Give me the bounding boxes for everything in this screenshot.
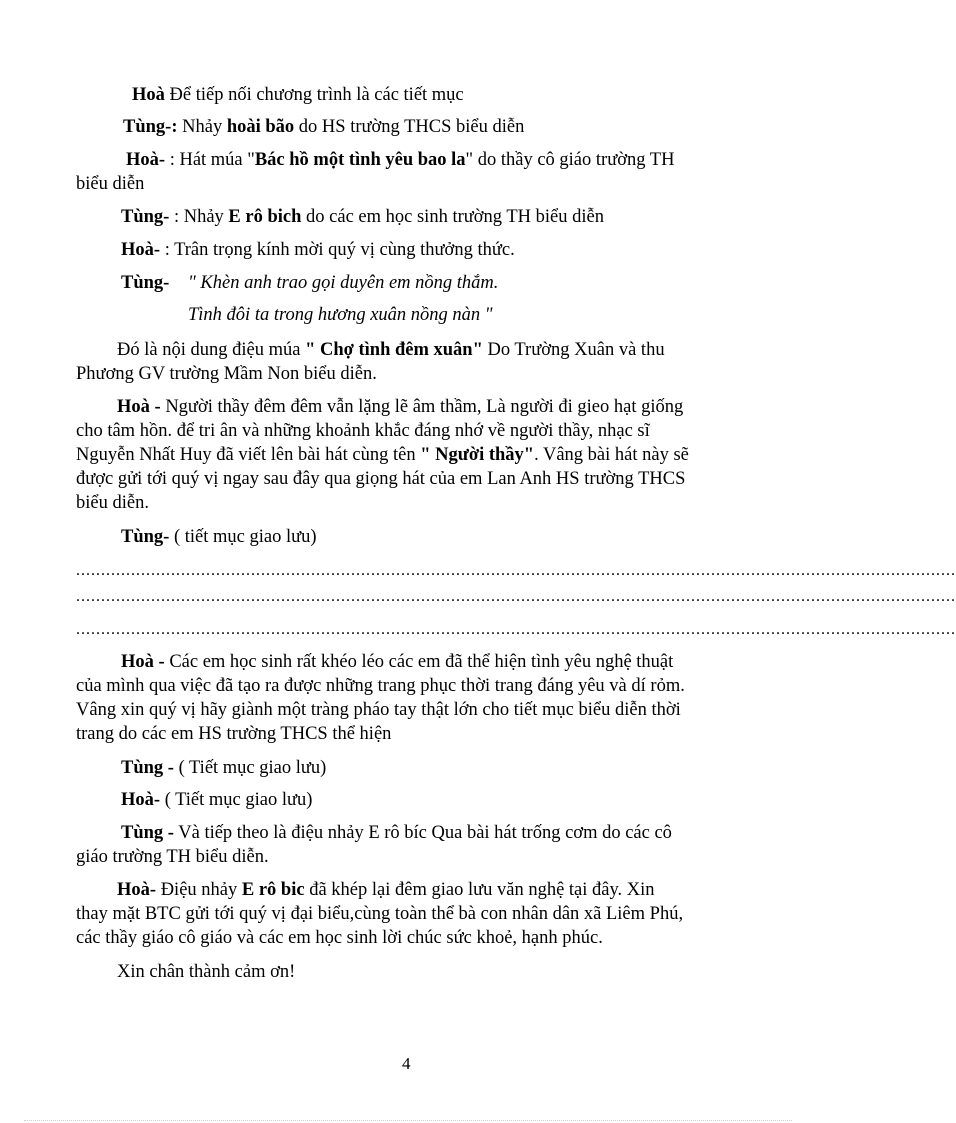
paragraph-line: biểu diễn (76, 174, 145, 194)
paragraph-line: biểu diễn. (76, 493, 149, 513)
paragraph-line: Tùng - Và tiếp theo là điệu nhảy E rô bíc Qua bài hát trống cơm do các cô (121, 823, 672, 843)
paragraph-line: Tùng-: Nhảy hoài bão do HS trường THCS biểu diễn (123, 117, 525, 137)
paragraph-line: giáo trường TH biểu diễn. (76, 847, 269, 867)
paragraph-line: Hoà - Các em học sinh rất khéo léo các em đã thể hiện tình yêu nghệ thuật (121, 652, 674, 672)
paragraph-line: được gửi tới quý vị ngay sau đây qua giọng hát của em Lan Anh HS trường THCS (76, 469, 686, 489)
verse-line: " Khèn anh trao gọi duyên em nồng thắm. (188, 273, 499, 293)
dotted-fill-line: ................................................................................................................................................................................ (76, 588, 956, 605)
page-number: 4 (402, 1054, 411, 1073)
paragraph-line: Phương GV trường Mầm Non biểu diễn. (76, 364, 377, 384)
speaker-name: Hoà- (121, 790, 161, 810)
paragraph-line: Tùng - ( Tiết mục giao lưu) (121, 758, 327, 778)
paragraph-line: Hoà- : Trân trọng kính mời quý vị cùng thưởng thức. (121, 240, 515, 260)
paragraph-line: Hoà Để tiếp nối chương trình là các tiết mục (132, 85, 464, 105)
paragraph-line: Hoà - Người thầy đêm đêm vẫn lặng lẽ âm thầm, Là người đi gieo hạt giống (117, 397, 684, 417)
paragraph-line: Hoà- ( Tiết mục giao lưu) (121, 790, 313, 810)
paragraph-line: Đó là nội dung điệu múa " Chợ tình đêm xuân" Do Trường Xuân và thu (117, 340, 665, 360)
paragraph-line: của mình qua việc đã tạo ra được những trang phục thời trang đáng yêu và dí rỏm. (76, 676, 685, 696)
dotted-fill-line: ................................................................................................................................................................................ (76, 562, 956, 579)
paragraph-line (121, 272, 169, 294)
paragraph-line: Tùng- : Nhảy E rô bich do các em học sinh trường TH biểu diễn (121, 207, 604, 227)
page-bottom-rule (24, 1120, 792, 1121)
closing-line: Xin chân thành cảm ơn! (117, 962, 296, 982)
speaker-name: Tùng - (121, 823, 174, 843)
speaker-name: Hoà- (117, 880, 157, 900)
paragraph-line: Vâng xin quý vị hãy giành một tràng pháo tay thật lớn cho tiết mục biểu diễn thời (76, 700, 681, 720)
verse-line: Tình đôi ta trong hương xuân nồng nàn " (188, 305, 493, 325)
paragraph-line: cho tâm hồn. để tri ân và những khoảnh khắc đáng nhớ về người thầy, nhạc sĩ (76, 421, 650, 441)
paragraph-line: Tùng- ( tiết mục giao lưu) (121, 527, 317, 547)
speaker-name: Tùng - (121, 758, 174, 778)
dotted-fill-line: ................................................................................................................................................................................ (76, 621, 956, 638)
speaker-name: Hoà- (126, 150, 166, 170)
speaker-name: Hoà (132, 85, 165, 105)
speaker-name: Tùng- (121, 273, 170, 293)
paragraph-line: Hoà- Điệu nhảy E rô bic đã khép lại đêm giao lưu văn nghệ tại đây. Xin (117, 880, 655, 900)
speaker-name: Tùng- (121, 207, 170, 227)
paragraph-line: Hoà- : Hát múa "Bác hồ một tình yêu bao la" do thầy cô giáo trường TH (126, 150, 675, 170)
paragraph-line: các thầy giáo cô giáo và các em học sinh lời chúc sức khoẻ, hạnh phúc. (76, 928, 603, 948)
speaker-name: Tùng-: (123, 117, 178, 137)
speaker-name: Hoà - (117, 397, 161, 417)
paragraph-line: thay mặt BTC gửi tới quý vị đại biểu,cùng toàn thể bà con nhân dân xã Liêm Phú, (76, 904, 684, 924)
speaker-name: Tùng- (121, 527, 170, 547)
speaker-name: Hoà- (121, 240, 161, 260)
paragraph-line: trang do các em HS trường THCS thể hiện (76, 724, 392, 744)
speaker-name: Hoà - (121, 652, 165, 672)
paragraph-line: Nguyễn Nhất Huy đã viết lên bài hát cùng tên " Người thầy". Vâng bài hát này sẽ (76, 445, 689, 465)
